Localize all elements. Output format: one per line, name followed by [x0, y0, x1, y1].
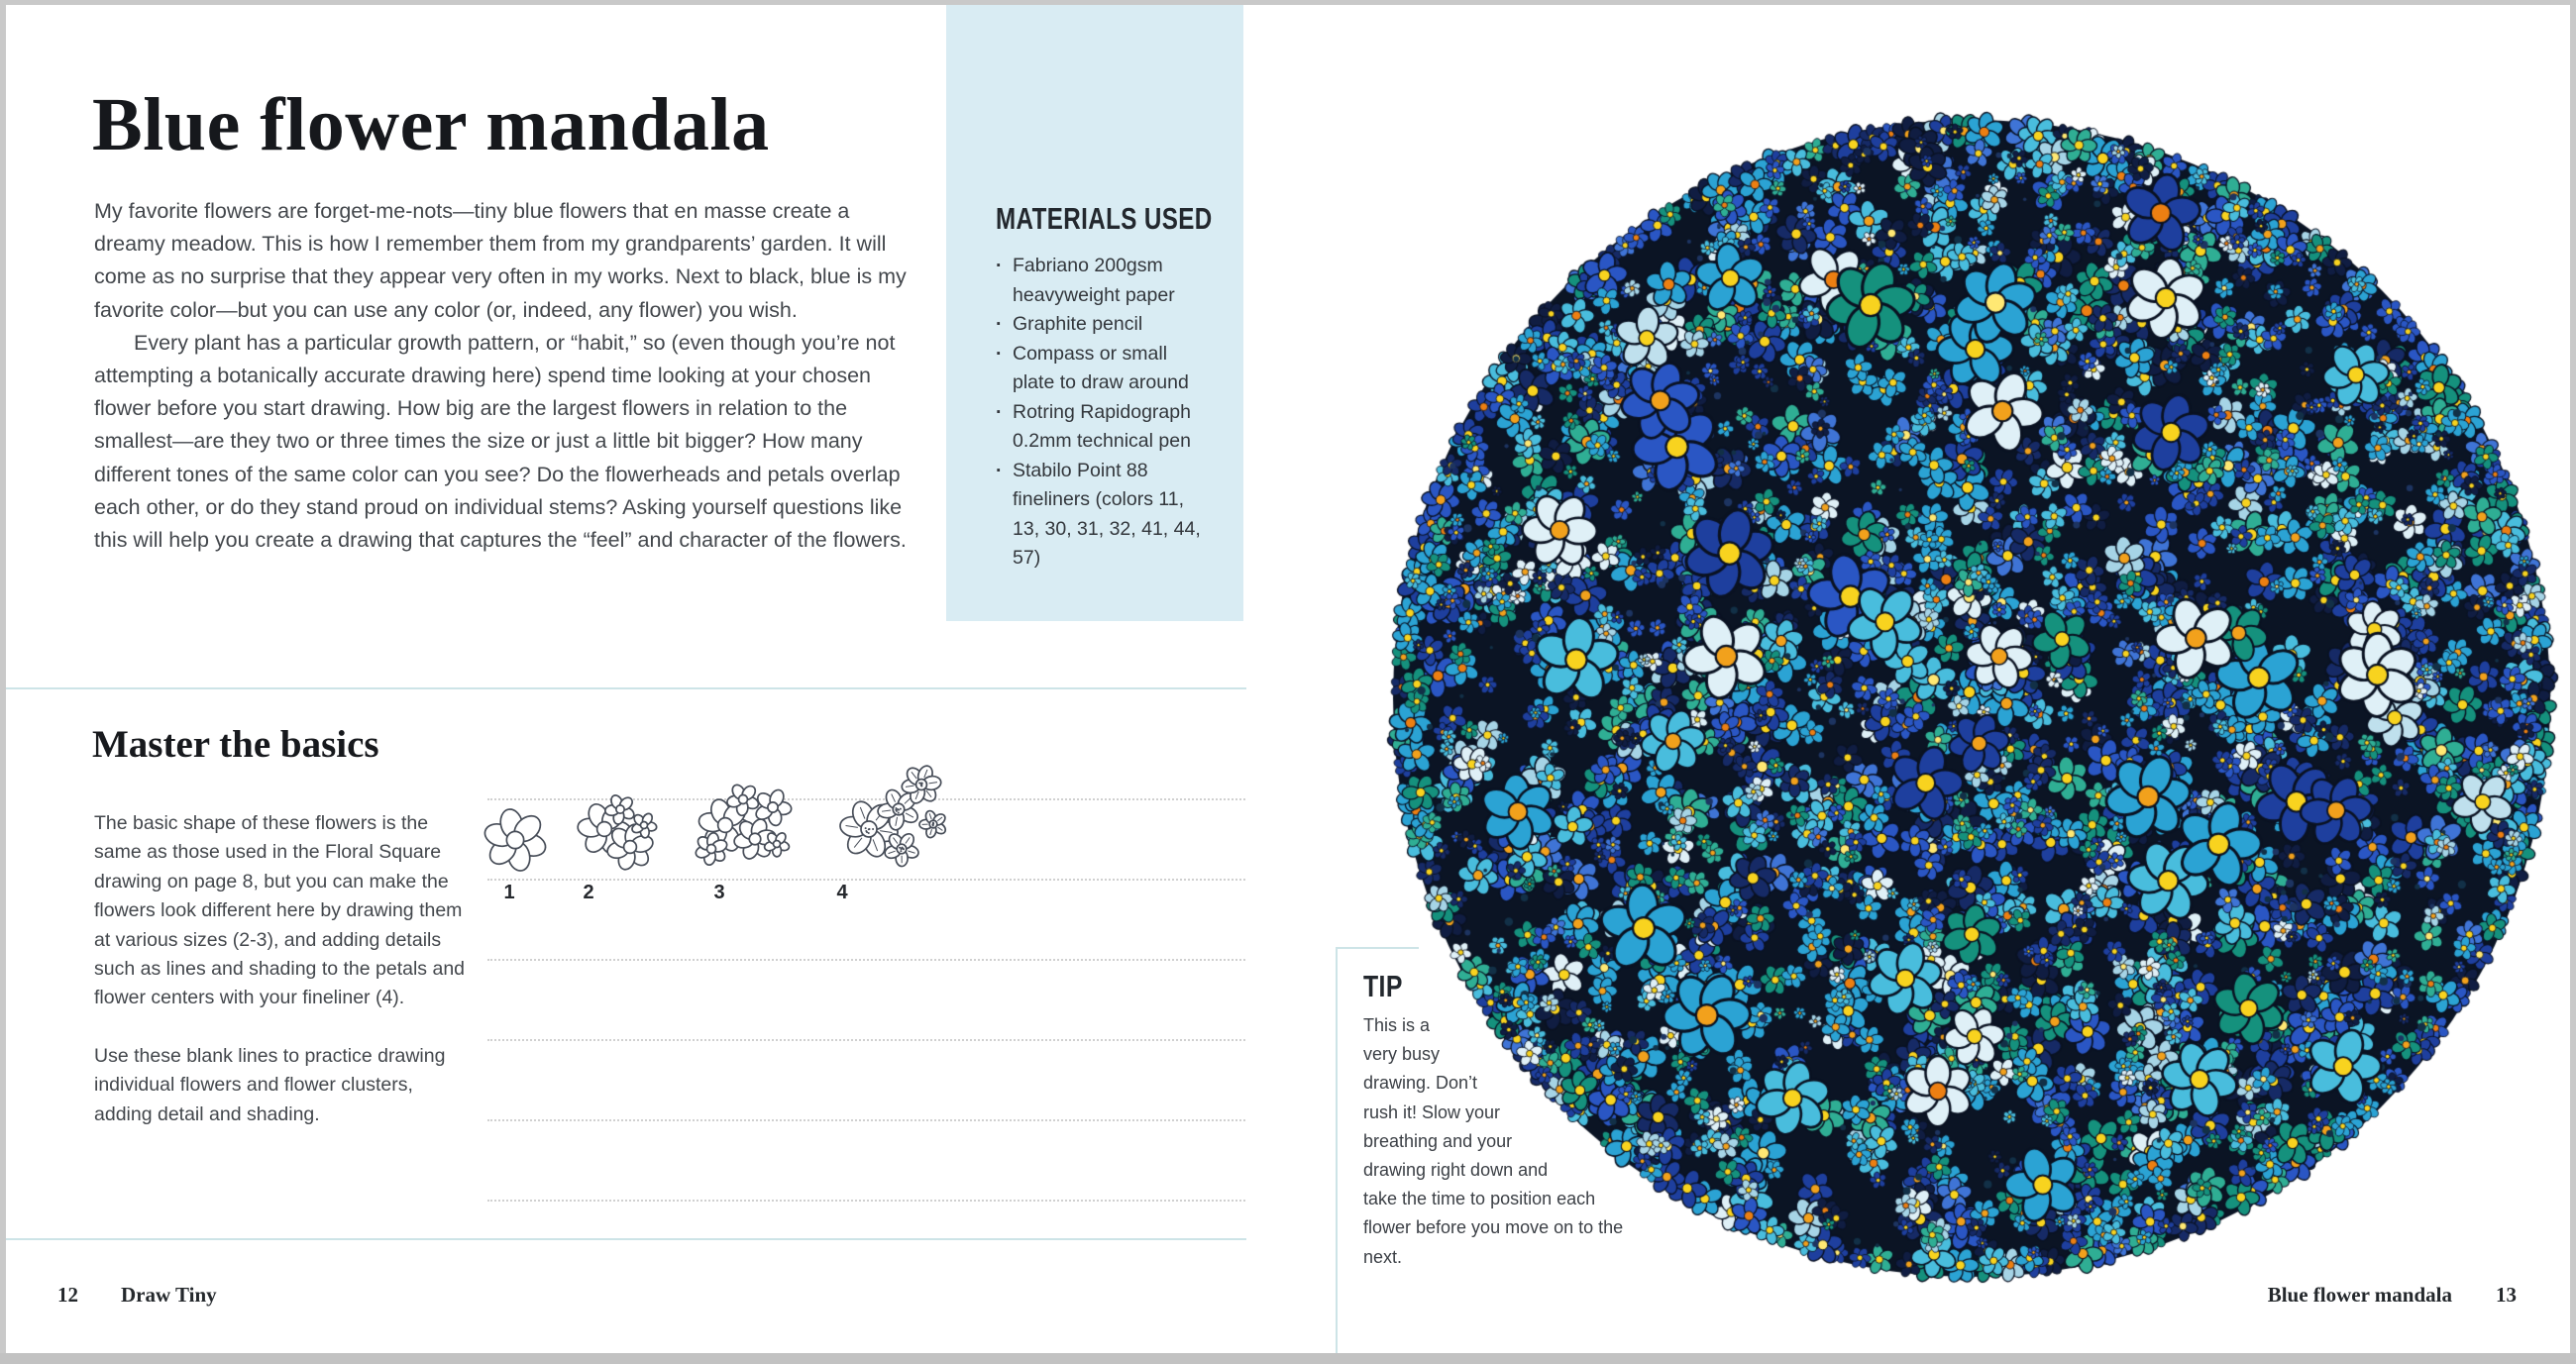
step-label-2: 2	[583, 882, 594, 903]
basics-paragraph-2: Use these blank lines to practice drawing individual flowers and flower clusters, adding detail and shading.	[94, 1044, 446, 1125]
materials-item: · Graphite pencil	[996, 310, 1202, 340]
step-label-4: 4	[836, 882, 848, 903]
materials-list	[996, 252, 1202, 574]
practice-line	[487, 1039, 1245, 1041]
page-edge-right	[2570, 0, 2576, 1364]
intro-text	[94, 195, 907, 557]
materials-item: · Rotring Rapidograph 0.2mm technical pen	[996, 398, 1202, 457]
practice-line	[487, 1200, 1245, 1202]
materials-item: · Compass or small plate to draw around	[996, 340, 1202, 398]
practice-line	[487, 1119, 1245, 1121]
basics-paragraph-1: The basic shape of these flowers is the same as those used in the Floral Square drawing on page 8, but you can make the flowers look different here by drawing them at various sizes (2-3), and adding details such as lines and shading to the petals and flower centers with your fineliner (4).	[94, 812, 466, 1009]
materials-item: · Fabriano 200gsm heavyweight paper	[996, 252, 1202, 310]
intro-paragraph-1: My favorite flowers are forget-me-nots—tiny blue flowers that en masse create a dreamy meadow. This is how I remember them from my grandparents’ garden. It will come as no surprise that they appear very often in my works. Next to black, blue is my favorite color—but you can use any color (or, indeed, any flower) you wish.	[94, 199, 907, 322]
section-divider-rule	[6, 687, 1246, 689]
basics-instructions	[94, 809, 465, 1129]
chapter-title: Blue flower mandala	[2267, 1283, 2452, 1307]
left-page-number: 12	[57, 1283, 78, 1307]
materials-used-box	[946, 0, 1243, 621]
left-page-footer	[57, 1283, 217, 1308]
practice-line	[487, 959, 1245, 961]
step-label-1: 1	[503, 882, 515, 903]
materials-item: · Stabilo Point 88 fineliners (colors 11, 13, 30, 31, 32, 41, 44, 57)	[996, 457, 1202, 574]
right-page-footer	[2170, 1283, 2517, 1308]
footer-divider-rule	[6, 1238, 1246, 1240]
tip-title: TIP	[1363, 969, 1403, 1003]
page-edge-bottom	[0, 1353, 2576, 1364]
page-edge-left	[0, 0, 6, 1364]
page-edge-top	[0, 0, 2576, 5]
step-label-3: 3	[713, 882, 725, 903]
book-title: Draw Tiny	[121, 1283, 217, 1307]
intro-paragraph-2: Every plant has a particular growth pattern, or “habit,” so (even though you’re not attempting a botanically accurate drawing here) spend time looking at your chosen flower before you start drawing. How big are the largest flowers in relation to the smallest—are they two or three times the size or just a little bit bigger? How many different tones of the same color can you see? Do the flowerheads and petals overlap each other, or do they stand proud on individual stems? Asking yourself questions like this will help you create a drawing that captures the “feel” and character of the flowers.	[94, 330, 907, 553]
right-page-number: 13	[2496, 1283, 2517, 1307]
materials-title: MATERIALS USED	[996, 201, 1213, 236]
tip-box	[1336, 947, 1664, 1357]
page-title: Blue flower mandala	[92, 83, 770, 166]
flower-step-sketches	[456, 728, 1011, 911]
basics-section-title: Master the basics	[92, 723, 379, 766]
tip-text: This is a very busy drawing. Don’t rush it! Slow your breathing and your drawing right down and take the time to position each flower before you move on to the next.	[1363, 1015, 1624, 1267]
